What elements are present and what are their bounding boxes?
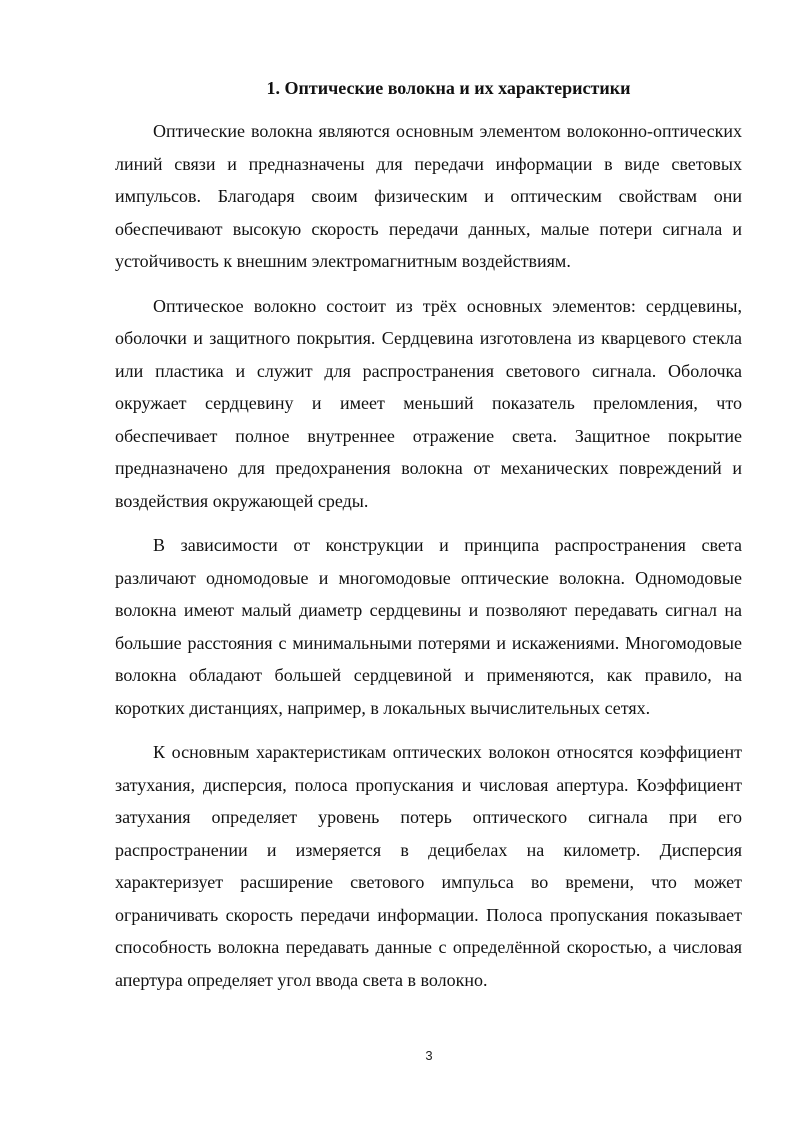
paragraph-structure: Оптическое волокно состоит из трёх основных элементов: сердцевины, оболочки и защитного покрытия. Сердцевина изготовлена из кварцевого стекла или пластика и служит для распространения светового сигнала. Оболочка окружает сердцевину и имеет меньший показатель преломления, что обеспечивает полное внутреннее отражение света. Защитное покрытие предназначено для предохранения волокна от механических повреждений и воздействия окружающей среды. [115, 295, 742, 511]
document-body [115, 115, 742, 1008]
section-title: 1. Оптические волокна и их характеристики [266, 78, 631, 98]
paragraph-characteristics: К основным характеристикам оптических волокон относятся коэффициент затухания, дисперсия, полоса пропускания и числовая апертура. Коэффициент затухания определяет уровень потерь оптического сигнала при его распространении и измеряется в децибелах на километр. Дисперсия характеризует расширение светового импульса во времени, что может ограничивать скорость передачи информации. Полоса пропускания показывает способность волокна передавать данные с определённой скоростью, а числовая апертура определяет угол ввода света в волокно. [115, 742, 742, 990]
paragraph-intro: Оптические волокна являются основным элементом волоконно-оптических линий связи и предназначены для передачи информации в виде световых импульсов. Благодаря своим физическим и оптическим свойствам они обеспечивают высокую скорость передачи данных, малые потери сигнала и устойчивость к внешним электромагнитным воздействиям. [115, 121, 742, 271]
paragraph-types: В зависимости от конструкции и принципа распространения света различают одномодовые и многомодовые оптические волокна. Одномодовые волокна имеют малый диаметр сердцевины и позволяют передавать сигнал на большие расстояния с минимальными потерями и искажениями. Многомодовые волокна обладают большей сердцевиной и применяются, как правило, на коротких дистанциях, например, в локальных вычислительных сетях. [115, 535, 742, 718]
page-number: 3 [425, 1048, 433, 1063]
